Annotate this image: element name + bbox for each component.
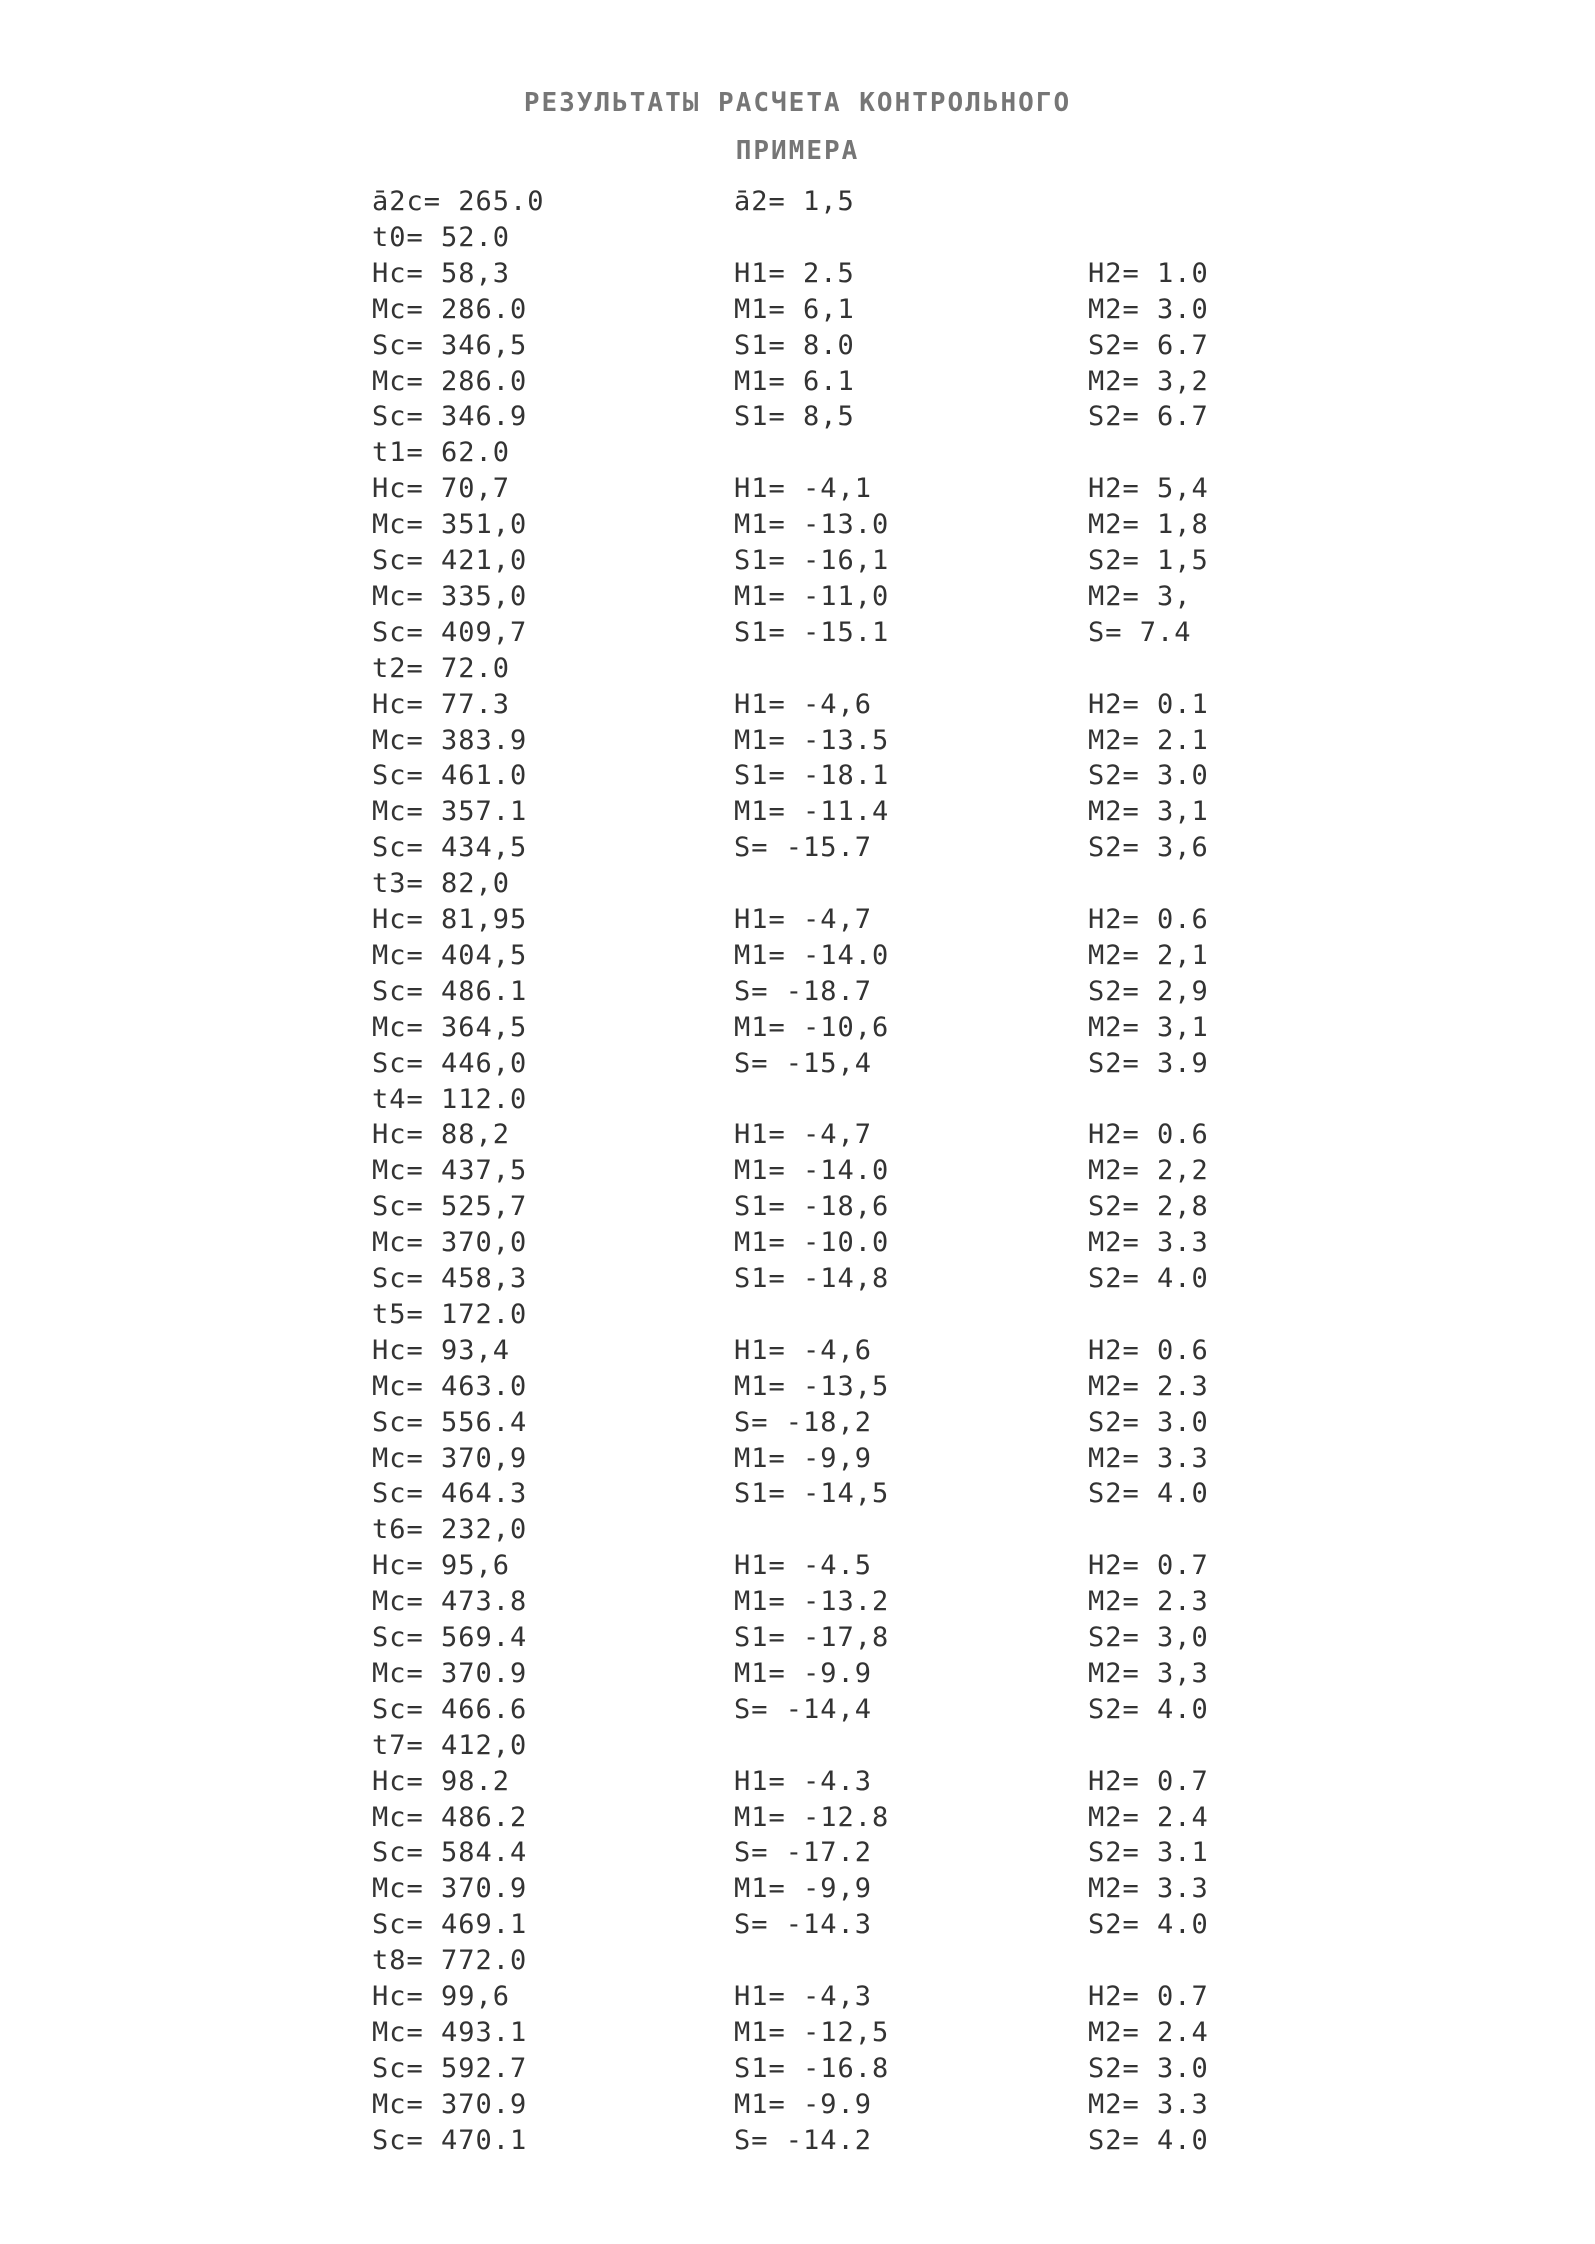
result-cell-c1: Sc= 421,0 xyxy=(372,545,528,576)
result-cell-c1: Sc= 346.9 xyxy=(372,401,528,433)
result-row xyxy=(0,723,1595,759)
result-cell-c3: H2= 0.7 xyxy=(1088,1765,1209,1797)
result-cell-c1: Hc= 95,6 xyxy=(372,1550,511,1582)
result-row xyxy=(0,1082,1595,1118)
result-row xyxy=(0,615,1595,651)
result-cell-c2: S= -14.3 xyxy=(734,1909,873,1941)
result-cell-c2: H1= -4,3 xyxy=(734,1981,873,2012)
result-cell-c2: M1= 6.1 xyxy=(734,365,855,397)
result-cell-c1: Mc= 370.9 xyxy=(372,1657,528,1689)
result-row xyxy=(0,1907,1595,1943)
result-row xyxy=(0,471,1595,507)
result-cell-c1: t1= 62.0 xyxy=(372,437,511,469)
result-row xyxy=(0,1835,1595,1871)
result-cell-c3: S2= 4.0 xyxy=(1088,2124,1209,2156)
result-cell-c1: t2= 72.0 xyxy=(372,652,511,684)
result-cell-c3: H2= 0.1 xyxy=(1088,688,1209,720)
result-cell-c1: Sc= 470.1 xyxy=(372,2124,528,2156)
result-cell-c3: M2= 3.3 xyxy=(1088,2088,1209,2120)
result-row xyxy=(0,1297,1595,1333)
result-cell-c1: Mc= 493.1 xyxy=(372,2016,528,2048)
result-cell-c1: t0= 52.0 xyxy=(372,221,511,253)
result-row xyxy=(0,364,1595,400)
result-cell-c1: t8= 772.0 xyxy=(372,1945,528,1977)
result-row xyxy=(0,2015,1595,2051)
result-row xyxy=(0,1979,1595,2015)
result-cell-c1: Mc= 286.0 xyxy=(372,365,528,397)
result-cell-c2: S1= 8,5 xyxy=(734,401,855,433)
result-cell-c3: M2= 3,1 xyxy=(1088,1011,1209,1043)
result-row xyxy=(0,1728,1595,1764)
result-cell-c1: Hc= 93,4 xyxy=(372,1334,511,1366)
result-cell-c1: Sc= 556.4 xyxy=(372,1406,528,1438)
result-cell-c3: S2= 4.0 xyxy=(1088,1478,1209,1510)
result-cell-c1: t7= 412,0 xyxy=(372,1729,528,1761)
result-cell-c3: S2= 6.7 xyxy=(1088,401,1209,433)
result-cell-c1: Mc= 357.1 xyxy=(372,796,528,828)
result-cell-c1: Sc= 525,7 xyxy=(372,1191,528,1223)
result-cell-c1: Sc= 469.1 xyxy=(372,1909,528,1941)
result-cell-c2: S= -15,4 xyxy=(734,1047,873,1079)
result-cell-c2: S1= -14,5 xyxy=(734,1478,890,1510)
result-row xyxy=(0,794,1595,830)
result-row xyxy=(0,974,1595,1010)
result-row xyxy=(0,2123,1595,2159)
result-cell-c3: M2= 2.3 xyxy=(1088,1586,1209,1618)
result-cell-c3: S2= 4.0 xyxy=(1088,1909,1209,1941)
result-cell-c3: M2= 2.4 xyxy=(1088,1801,1209,1833)
result-cell-c2: S= -15.7 xyxy=(734,832,873,864)
result-cell-c1: Sc= 409,7 xyxy=(372,616,528,648)
result-cell-c3: S2= 3,0 xyxy=(1088,1622,1209,1653)
result-row xyxy=(0,328,1595,364)
result-cell-c1: Sc= 434,5 xyxy=(372,832,528,864)
result-cell-c3: M2= 3.0 xyxy=(1088,293,1209,325)
result-cell-c2: S1= -14,8 xyxy=(734,1263,890,1294)
result-cell-c1: Mc= 364,5 xyxy=(372,1011,528,1043)
result-row xyxy=(0,1405,1595,1441)
result-row xyxy=(0,543,1595,579)
result-cell-c3: S2= 3.1 xyxy=(1088,1837,1209,1869)
result-cell-c3: S2= 2,8 xyxy=(1088,1191,1209,1223)
result-cell-c1: Sc= 464.3 xyxy=(372,1478,528,1510)
result-cell-c1: t4= 112.0 xyxy=(372,1083,528,1115)
result-cell-c3: S2= 6.7 xyxy=(1088,329,1209,361)
result-cell-c1: Mc= 463.0 xyxy=(372,1370,528,1402)
result-cell-c1: t3= 82,0 xyxy=(372,868,511,900)
result-cell-c2: S= -14.2 xyxy=(734,2124,873,2156)
result-cell-c3: M2= 2,1 xyxy=(1088,939,1209,971)
result-cell-c2: H1= -4,1 xyxy=(734,473,873,505)
result-cell-c3: M2= 3.3 xyxy=(1088,1442,1209,1474)
result-cell-c1: Hc= 98.2 xyxy=(372,1765,511,1797)
result-cell-c3: H2= 1.0 xyxy=(1088,257,1209,289)
result-row xyxy=(0,1800,1595,1836)
result-row xyxy=(0,830,1595,866)
result-row xyxy=(0,1225,1595,1261)
result-cell-c2: S1= -18,6 xyxy=(734,1191,890,1223)
result-cell-c3: S2= 3.0 xyxy=(1088,760,1209,792)
result-cell-c1: Sc= 446,0 xyxy=(372,1047,528,1079)
result-cell-c3: S2= 3.0 xyxy=(1088,2052,1209,2084)
result-cell-c2: S= -18.7 xyxy=(734,975,873,1007)
result-cell-c2: H1= -4,7 xyxy=(734,1119,873,1151)
result-cell-c2: ā2= 1,5 xyxy=(734,186,855,217)
result-cell-c3: H2= 0.7 xyxy=(1088,1550,1209,1582)
result-row xyxy=(0,758,1595,794)
result-cell-c1: Sc= 466.6 xyxy=(372,1693,528,1725)
result-cell-c1: Hc= 58,3 xyxy=(372,257,511,289)
result-cell-c3: H2= 0.6 xyxy=(1088,904,1209,935)
result-cell-c2: M1= -11.4 xyxy=(734,796,890,828)
result-cell-c1: Hc= 88,2 xyxy=(372,1119,511,1151)
result-cell-c2: H1= -4,7 xyxy=(734,904,873,935)
result-row xyxy=(0,1692,1595,1728)
result-cell-c2: H1= 2.5 xyxy=(734,257,855,289)
result-cell-c2: M1= -13.5 xyxy=(734,724,890,756)
result-row xyxy=(0,220,1595,256)
result-cell-c3: S2= 2,9 xyxy=(1088,975,1209,1007)
result-cell-c2: M1= -10,6 xyxy=(734,1011,890,1043)
result-row xyxy=(0,1189,1595,1225)
result-cell-c3: M2= 3, xyxy=(1088,580,1192,612)
result-cell-c3: H2= 0.6 xyxy=(1088,1119,1209,1151)
result-cell-c3: S2= 4.0 xyxy=(1088,1263,1209,1294)
result-cell-c1: Hc= 70,7 xyxy=(372,473,511,505)
result-row xyxy=(0,1871,1595,1907)
result-cell-c3: M2= 1,8 xyxy=(1088,509,1209,541)
result-cell-c1: Mc= 383.9 xyxy=(372,724,528,756)
result-row xyxy=(0,1369,1595,1405)
result-cell-c3: M2= 3,3 xyxy=(1088,1657,1209,1689)
result-cell-c2: S1= 8.0 xyxy=(734,329,855,361)
result-cell-c1: Hc= 99,6 xyxy=(372,1981,511,2012)
result-cell-c3: S2= 3,6 xyxy=(1088,832,1209,864)
result-row xyxy=(0,1764,1595,1800)
result-cell-c2: M1= -11,0 xyxy=(734,580,890,612)
result-row xyxy=(0,1117,1595,1153)
result-row xyxy=(0,435,1595,471)
result-row xyxy=(0,1943,1595,1979)
result-row xyxy=(0,2087,1595,2123)
result-cell-c1: Mc= 370,0 xyxy=(372,1227,528,1259)
result-cell-c1: t5= 172.0 xyxy=(372,1298,528,1330)
result-row xyxy=(0,1512,1595,1548)
result-cell-c3: M2= 2.1 xyxy=(1088,724,1209,756)
result-cell-c1: Sc= 569.4 xyxy=(372,1622,528,1653)
result-cell-c1: Mc= 370.9 xyxy=(372,1873,528,1905)
result-cell-c2: H1= -4.3 xyxy=(734,1765,873,1797)
result-cell-c1: Mc= 335,0 xyxy=(372,580,528,612)
result-cell-c2: M1= -12,5 xyxy=(734,2016,890,2048)
result-cell-c2: H1= -4.5 xyxy=(734,1550,873,1582)
result-cell-c1: Sc= 458,3 xyxy=(372,1263,528,1294)
result-row xyxy=(0,2051,1595,2087)
result-row xyxy=(0,1548,1595,1584)
result-cell-c2: S= -18,2 xyxy=(734,1406,873,1438)
result-cell-c2: M1= -9,9 xyxy=(734,1442,873,1474)
result-row xyxy=(0,687,1595,723)
result-row xyxy=(0,1441,1595,1477)
result-cell-c1: Hc= 81,95 xyxy=(372,904,528,935)
result-cell-c1: Mc= 351,0 xyxy=(372,509,528,541)
result-row xyxy=(0,1333,1595,1369)
result-cell-c1: Sc= 346,5 xyxy=(372,329,528,361)
result-cell-c2: H1= -4,6 xyxy=(734,1334,873,1366)
result-row xyxy=(0,1010,1595,1046)
result-row xyxy=(0,292,1595,328)
result-row xyxy=(0,579,1595,615)
result-cell-c2: M1= -13.2 xyxy=(734,1586,890,1618)
result-cell-c1: Sc= 592.7 xyxy=(372,2052,528,2084)
result-row xyxy=(0,902,1595,938)
result-row xyxy=(0,1153,1595,1189)
result-cell-c1: Mc= 437,5 xyxy=(372,1155,528,1187)
result-cell-c3: H2= 0.6 xyxy=(1088,1334,1209,1366)
result-cell-c1: t6= 232,0 xyxy=(372,1514,528,1546)
result-row xyxy=(0,399,1595,435)
result-cell-c3: M2= 2,2 xyxy=(1088,1155,1209,1187)
result-cell-c2: M1= -9,9 xyxy=(734,1873,873,1905)
result-cell-c3: M2= 3.3 xyxy=(1088,1873,1209,1905)
document-title: РЕЗУЛЬТАТЫ РАСЧЕТА КОНТРОЛЬНОГО xyxy=(523,88,1072,118)
result-cell-c3: M2= 2.3 xyxy=(1088,1370,1209,1402)
result-cell-c1: Mc= 370,9 xyxy=(372,1442,528,1474)
result-cell-c2: S= -14,4 xyxy=(734,1693,873,1725)
result-cell-c3: S= 7.4 xyxy=(1088,616,1192,648)
result-cell-c2: M1= -13,5 xyxy=(734,1370,890,1402)
result-cell-c1: ā2c= 265.0 xyxy=(372,186,545,217)
result-cell-c2: S1= -18.1 xyxy=(734,760,890,792)
result-cell-c1: Mc= 473.8 xyxy=(372,1586,528,1618)
result-cell-c1: Mc= 286.0 xyxy=(372,293,528,325)
result-row xyxy=(0,938,1595,974)
result-cell-c2: M1= 6,1 xyxy=(734,293,855,325)
result-cell-c3: M2= 3,2 xyxy=(1088,365,1209,397)
result-cell-c3: H2= 5,4 xyxy=(1088,473,1209,505)
result-cell-c2: M1= -14.0 xyxy=(734,1155,890,1187)
document-subtitle: ПРИМЕРА xyxy=(735,136,860,166)
result-cell-c1: Mc= 404,5 xyxy=(372,939,528,971)
result-cell-c2: M1= -12.8 xyxy=(734,1801,890,1833)
result-row xyxy=(0,651,1595,687)
result-row xyxy=(0,1620,1595,1656)
result-cell-c1: Sc= 461.0 xyxy=(372,760,528,792)
result-cell-c2: M1= -13.0 xyxy=(734,509,890,541)
result-cell-c3: S2= 1,5 xyxy=(1088,545,1209,576)
result-cell-c1: Mc= 486.2 xyxy=(372,1801,528,1833)
result-row xyxy=(0,256,1595,292)
result-cell-c2: M1= -14.0 xyxy=(734,939,890,971)
result-cell-c3: M2= 3.3 xyxy=(1088,1227,1209,1259)
result-row xyxy=(0,1476,1595,1512)
result-cell-c3: M2= 2.4 xyxy=(1088,2016,1209,2048)
result-cell-c2: S= -17.2 xyxy=(734,1837,873,1869)
result-cell-c2: S1= -17,8 xyxy=(734,1622,890,1653)
result-cell-c2: M1= -9.9 xyxy=(734,1657,873,1689)
result-cell-c2: S1= -16,1 xyxy=(734,545,890,576)
result-cell-c1: Hc= 77.3 xyxy=(372,688,511,720)
result-cell-c3: S2= 3.0 xyxy=(1088,1406,1209,1438)
result-cell-c3: S2= 4.0 xyxy=(1088,1693,1209,1725)
result-cell-c2: M1= -9.9 xyxy=(734,2088,873,2120)
result-cell-c3: S2= 3.9 xyxy=(1088,1047,1209,1079)
result-row xyxy=(0,866,1595,902)
result-cell-c2: S1= -16.8 xyxy=(734,2052,890,2084)
result-row xyxy=(0,184,1595,220)
result-cell-c2: M1= -10.0 xyxy=(734,1227,890,1259)
result-cell-c3: M2= 3,1 xyxy=(1088,796,1209,828)
result-row xyxy=(0,507,1595,543)
result-cell-c2: H1= -4,6 xyxy=(734,688,873,720)
result-cell-c1: Mc= 370.9 xyxy=(372,2088,528,2120)
result-row xyxy=(0,1656,1595,1692)
result-cell-c1: Sc= 584.4 xyxy=(372,1837,528,1869)
result-row xyxy=(0,1046,1595,1082)
result-cell-c1: Sc= 486.1 xyxy=(372,975,528,1007)
result-cell-c3: H2= 0.7 xyxy=(1088,1981,1209,2012)
result-cell-c2: S1= -15.1 xyxy=(734,616,890,648)
result-row xyxy=(0,1261,1595,1297)
result-row xyxy=(0,1584,1595,1620)
